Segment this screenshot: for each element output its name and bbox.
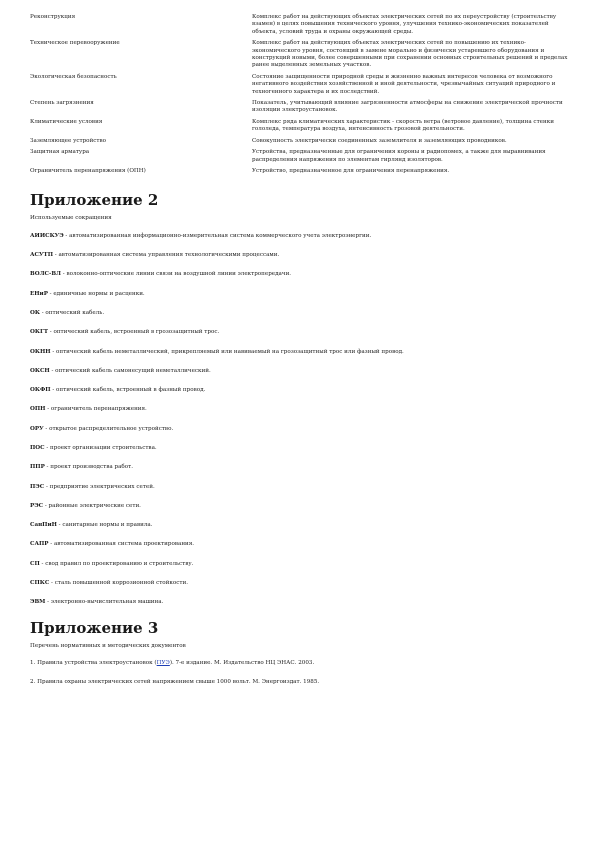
term-name: Заземляющее устройство xyxy=(30,137,107,144)
term-name: Степень загрязнения xyxy=(30,100,94,107)
abbr-text: - районные электрические сети. xyxy=(43,502,141,509)
list-item xyxy=(30,291,568,298)
appendix-2-title: Приложение 2 xyxy=(30,191,159,210)
abbr-key: АИИСКУЭ xyxy=(30,232,64,239)
documents-heading: Перечень нормативных и методических документов xyxy=(30,642,186,649)
abbr-key: ПЭС xyxy=(30,483,45,490)
abbr-text: - автоматизированная информационно-измерительная система коммерческого учета электроэнергии. xyxy=(63,232,372,239)
reference-text: 1. Правила устройства электроустановок ( xyxy=(30,660,157,667)
abbr-text: - единичные нормы и расценки. xyxy=(47,290,145,297)
abbr-key: ОКФП xyxy=(30,387,51,394)
abbreviations-list xyxy=(30,233,568,607)
abbr-text: - открытое распределительное устройство. xyxy=(43,425,174,432)
list-item xyxy=(30,464,568,471)
reference-item xyxy=(30,660,568,667)
abbr-key: САПР xyxy=(30,541,49,548)
pue-link[interactable]: ПУЭ xyxy=(156,660,170,667)
abbr-key: ОРУ xyxy=(30,425,44,432)
abbr-key: ОПН xyxy=(30,406,46,413)
abbr-text: - проект организации строительства. xyxy=(44,444,157,451)
table-row xyxy=(30,119,568,138)
reference-text: 2. Правила охраны электрических сетей напряжением свыше 1000 вольт. М. Энергоиздат. 1985. xyxy=(30,678,320,685)
table-row xyxy=(30,138,568,149)
abbr-text: - автоматизированная система проектирования. xyxy=(48,541,195,548)
term-definition: Показатель, учитывающий влияние загрязненности атмосферы на снижение электрической прочности изоляции электроустановок. xyxy=(252,100,563,114)
abbr-text: - волоконно-оптические линии связи на воздушной линии электропередачи. xyxy=(61,271,292,278)
abbreviations-heading: Используемые сокращения xyxy=(30,215,112,222)
table-row xyxy=(30,168,568,179)
term-definition: Комплекс работ на действующих объектах электрических сетей по повышению их технико-экономического уровня, состоящий в замене морально и физически устаревшего оборудования и конструкций новыми, более совершенными при сохранении основных строительных решений и пределах ранее выделенных земельных участков. xyxy=(252,40,568,69)
term-name: Климатические условия xyxy=(30,118,103,125)
list-item xyxy=(30,368,568,375)
abbr-text: - ограничитель перенапряжения. xyxy=(45,406,147,413)
term-definition: Совокупность электрически соединенных заземлителя и заземляющих проводников. xyxy=(252,137,507,144)
abbr-key: СПКС xyxy=(30,580,50,587)
reference-item xyxy=(30,679,568,686)
list-item xyxy=(30,561,568,568)
abbr-key: ОКСН xyxy=(30,367,50,374)
list-item xyxy=(30,310,568,317)
appendix-3-title: Приложение 3 xyxy=(30,618,159,637)
term-definition: Состояние защищенности природной среды и жизненно важных интересов человека от возможного негативного воздействия хозяйственной и иной деятельности, чрезвычайных ситуаций природного и техногенного характера и их последствий. xyxy=(252,73,556,95)
abbr-text: - проект производства работ. xyxy=(44,464,134,471)
term-definition: Устройства, предназначенные для ограничения короны и радиопомех, а также для выравнивания распределения напряжения по элементам гирлянд изоляторов. xyxy=(252,149,546,163)
term-name: Техническое перевооружение xyxy=(30,40,120,47)
list-item xyxy=(30,387,568,394)
abbr-key: ОКНН xyxy=(30,348,51,355)
reference-text: ). 7-е издание. М. Издательство НЦ ЭНАС. 2003. xyxy=(169,660,315,667)
term-definition: Комплекс ряда климатических характеристик - скорость ветра (ветровое давление), толщина стенки гололеда, температура воздуха, интенсивность грозовой деятельности. xyxy=(252,118,554,133)
abbr-key: ВОЛС-ВЛ xyxy=(30,271,61,278)
list-item xyxy=(30,329,568,336)
abbr-text: - оптический кабель, встроенный в фазный провод. xyxy=(50,387,206,394)
term-definition: Устройство, предназначенное для ограничения перенапряжения. xyxy=(252,167,450,174)
list-item xyxy=(30,252,568,259)
abbr-key: ЭВМ xyxy=(30,599,46,606)
abbr-text: - оптический кабель, встроенный в грозозащитный трос. xyxy=(48,329,220,336)
list-item xyxy=(30,541,568,548)
document-page xyxy=(30,14,568,697)
list-item xyxy=(30,349,568,356)
abbr-text: - сталь повышенной коррозионной стойкости. xyxy=(49,580,188,587)
table-row xyxy=(30,40,568,74)
table-row xyxy=(30,14,568,40)
list-item xyxy=(30,233,568,240)
list-item xyxy=(30,406,568,413)
list-item xyxy=(30,503,568,510)
abbr-text: - оптический кабель неметаллический, прикрепляемый или навиваемый на грозозащитный трос или фазный провод. xyxy=(50,348,404,355)
abbr-key: ПОС xyxy=(30,444,45,451)
abbr-text: - санитарные нормы и правила. xyxy=(56,522,153,529)
term-definition: Комплекс работ на действующих объектах электрических сетей по их переустройству (строительству взамен) в целях повышения технического уровня, улучшения технико-экономических показателей объекта, условий труда и охраны окружающей среды. xyxy=(252,14,557,35)
list-item xyxy=(30,484,568,491)
abbr-key: ОК xyxy=(30,309,40,316)
table-row xyxy=(30,100,568,119)
term-name: Экологическая безопасность xyxy=(30,73,117,80)
list-item xyxy=(30,426,568,433)
abbr-text: - свод правил по проектированию и строительству. xyxy=(39,560,194,567)
abbr-text: - электронно-вычислительная машина. xyxy=(45,599,164,606)
abbr-text: - предприятие электрических сетей. xyxy=(44,483,155,490)
abbr-key: ОКГТ xyxy=(30,329,48,336)
abbr-key: ППР xyxy=(30,464,45,471)
list-item xyxy=(30,580,568,587)
abbr-key: РЭС xyxy=(30,502,44,509)
abbr-key: ЕНиР xyxy=(30,290,48,297)
term-name: Ограничитель перенапряжения (ОПН) xyxy=(30,167,146,174)
abbr-key: СанПиН xyxy=(30,522,57,529)
term-name: Защитная арматура xyxy=(30,149,90,156)
terms-table xyxy=(30,14,568,179)
abbr-key: СП xyxy=(30,560,40,567)
abbr-key: АСУТП xyxy=(30,252,53,259)
abbr-text: - оптический кабель. xyxy=(39,309,105,316)
list-item xyxy=(30,445,568,452)
list-item xyxy=(30,599,568,606)
table-row xyxy=(30,74,568,100)
abbr-text: - оптический кабель самонесущий неметаллический. xyxy=(49,367,211,374)
abbr-text: - автоматизированная система управления технологическими процессами. xyxy=(53,252,280,259)
list-item xyxy=(30,522,568,529)
term-name: Реконструкция xyxy=(30,14,76,20)
list-item xyxy=(30,271,568,278)
table-row xyxy=(30,149,568,168)
